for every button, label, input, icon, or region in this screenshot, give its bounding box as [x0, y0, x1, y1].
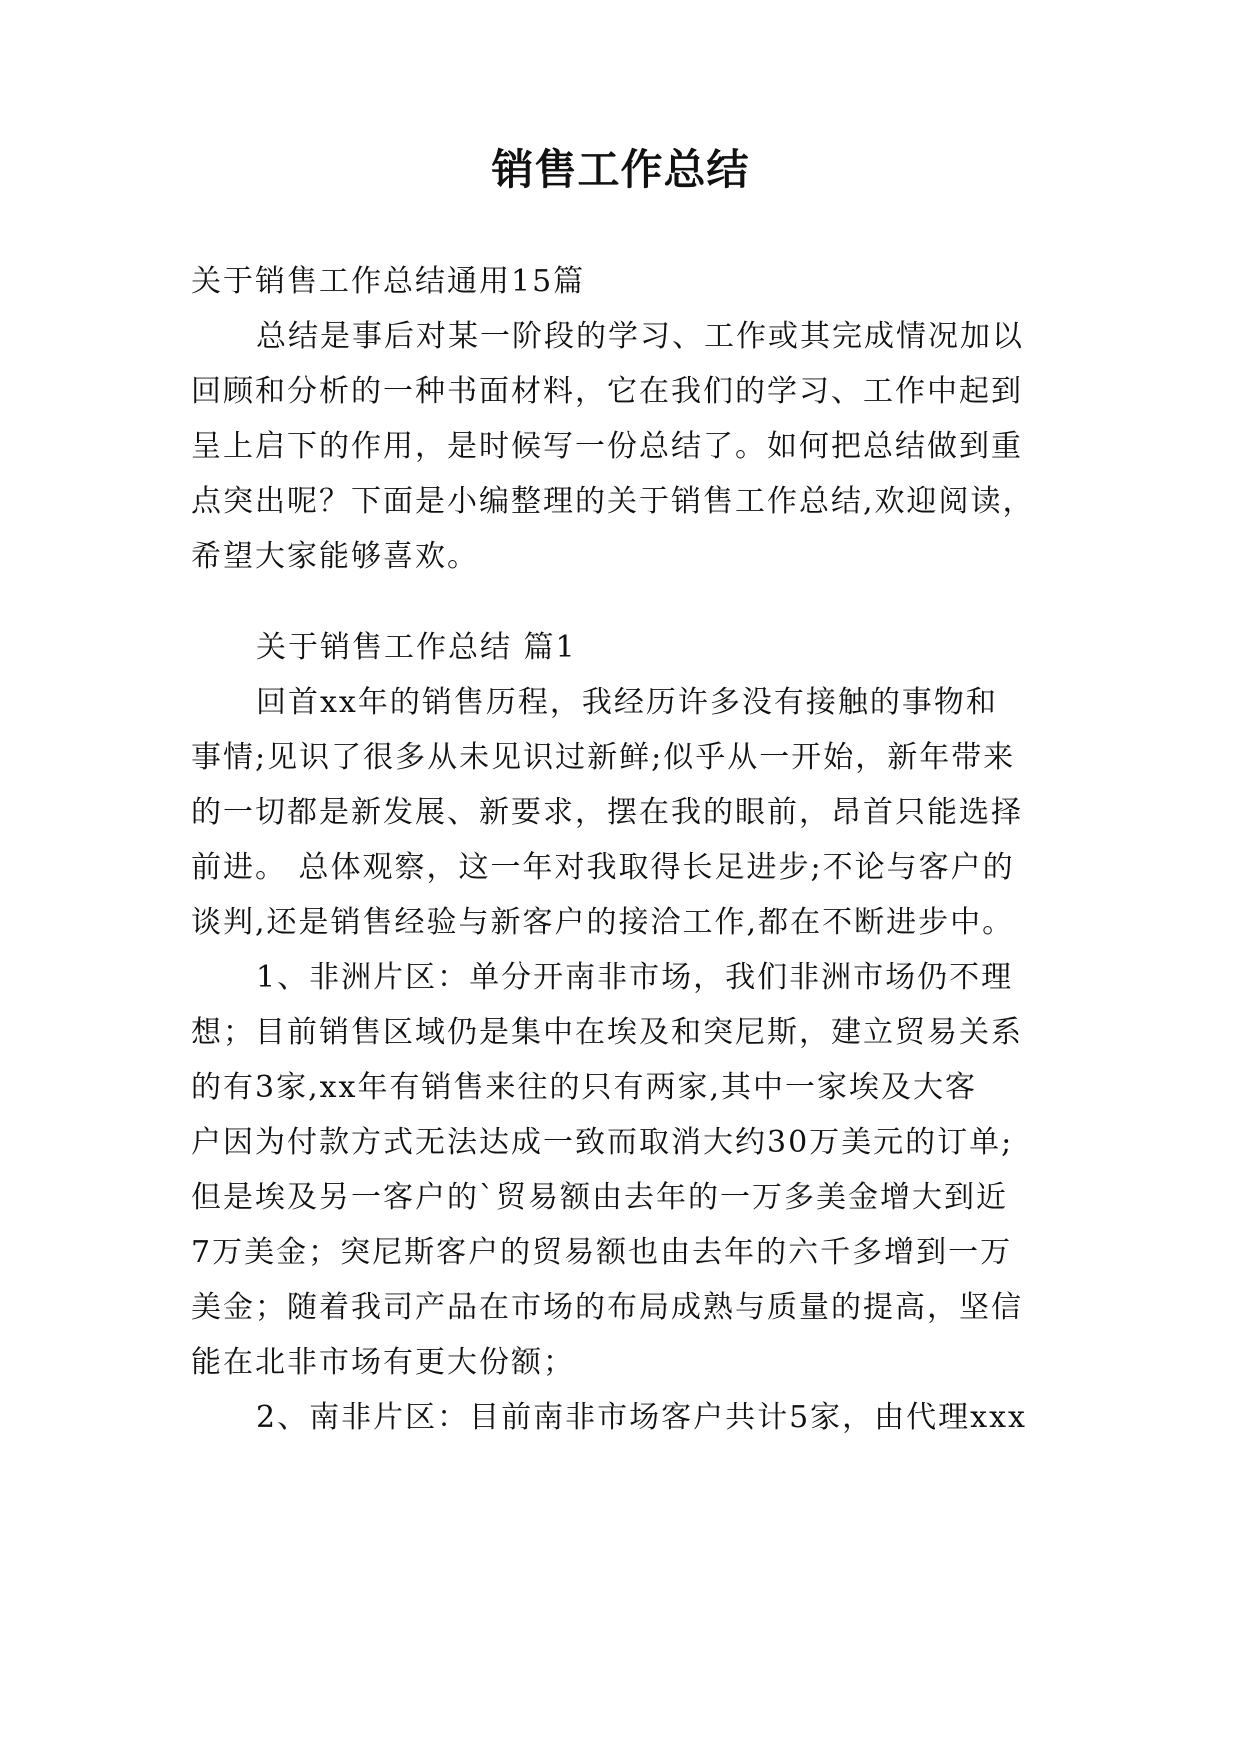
paragraph-line: 能在北非市场有更大份额； [191, 1345, 575, 1380]
intro-line: 点突出呢？下面是小编整理的关于销售工作总结,欢迎阅读， [191, 484, 1035, 519]
document-title: 销售工作总结 [491, 145, 750, 194]
document-subtitle: 关于销售工作总结通用15篇 [191, 264, 586, 299]
paragraph-line: 的有3家,xx年有销售来往的只有两家,其中一家埃及大客 [191, 1070, 977, 1105]
paragraph-line: 7万美金；突尼斯客户的贸易额也由去年的六千多增到一万 [191, 1235, 1013, 1270]
paragraph-line: 但是埃及另一客户的`贸易额由去年的一万多美金增大到近 [191, 1180, 1008, 1215]
intro-line: 总结是事后对某一阶段的学习、工作或其完成情况加以 [256, 319, 1024, 354]
paragraph-line: 想；目前销售区域仍是集中在埃及和突尼斯，建立贸易关系 [191, 1015, 1023, 1050]
paragraph-line: 谈判,还是销售经验与新客户的接洽工作,都在不断进步中。 [191, 905, 1015, 940]
paragraph-line: 户因为付款方式无法达成一致而取消大约30万美元的订单; [191, 1125, 1014, 1160]
intro-line: 呈上启下的作用，是时候写一份总结了。如何把总结做到重 [191, 429, 1023, 464]
paragraph-line: 美金；随着我司产品在市场的布局成熟与质量的提高，坚信 [191, 1290, 1023, 1325]
intro-line: 回顾和分析的一种书面材料，它在我们的学习、工作中起到 [191, 374, 1023, 409]
paragraph-line: 的一切都是新发展、新要求，摆在我的眼前，昂首只能选择 [191, 795, 1023, 830]
paragraph-line: 2、南非片区：目前南非市场客户共计5家，由代理xxx [256, 1400, 1027, 1435]
paragraph-line: 事情;见识了很多从未见识过新鲜;似乎从一开始，新年带来 [191, 740, 1016, 775]
intro-line: 希望大家能够喜欢。 [191, 539, 479, 574]
paragraph-line: 1、非洲片区：单分开南非市场，我们非洲市场仍不理 [256, 960, 1014, 995]
paragraph-line: 前进。 总体观察，这一年对我取得长足进步;不论与客户的 [191, 850, 1015, 885]
paragraph-line: 回首xx年的销售历程，我经历许多没有接触的事物和 [256, 685, 998, 720]
section-heading: 关于销售工作总结 篇1 [256, 630, 577, 665]
